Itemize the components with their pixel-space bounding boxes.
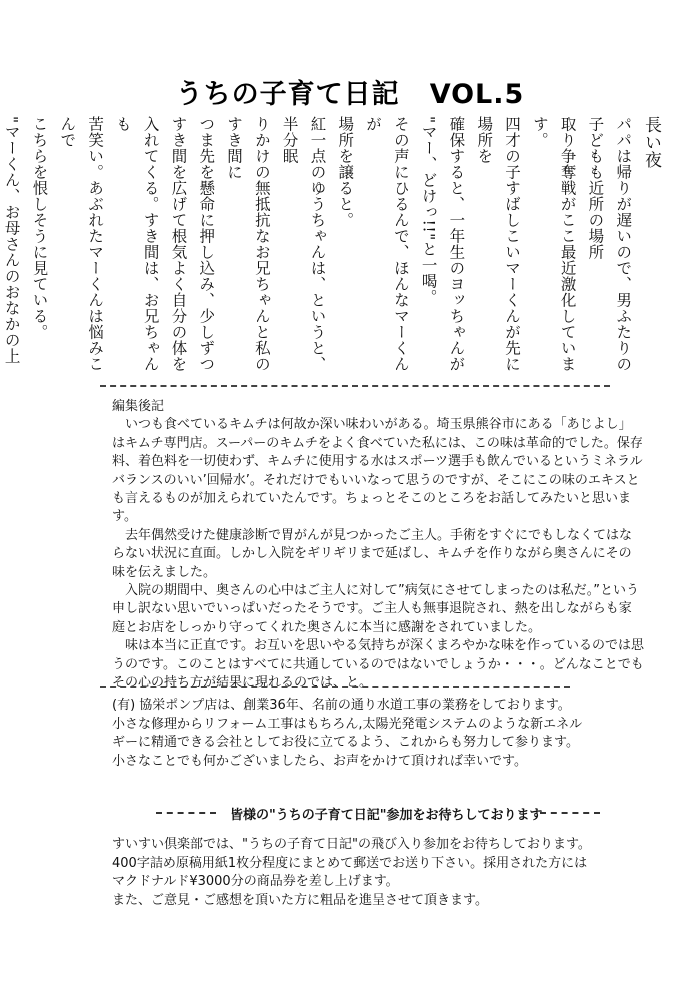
title-volume: VOL.5 — [429, 79, 525, 110]
diary-line: 紅一点のゆうちゃんは、というと、半分眠 — [280, 116, 327, 372]
invite-heading-text: 皆様の"うちの子育て日記"参加をお待ちしております — [230, 808, 543, 823]
heading-dash-right — [540, 812, 600, 814]
page-title — [0, 72, 700, 111]
diary-line: "マー、どけっ!!"と一喝。 — [419, 116, 438, 305]
diary-heading: 長い夜 — [641, 116, 661, 169]
editor-postscript — [112, 398, 644, 693]
company-line: ギーに精通できる会社としてお役に立てるよう、これからも努力して参ります。 — [112, 735, 579, 750]
diary-line: 四才の子すばしこいマーくんが先に場所を — [475, 116, 522, 372]
diary-line: パパは帰りが遅いので、男ふたりの子どもも近所の場所 — [586, 116, 633, 372]
editor-paragraph: 入院の期間中、奥さんの心中はご主人に対して”病気にさせてしまったのは私だ。”という申し訳ない思いでいっぱいだったそうです。ご主人も無事退院され、熱を出しながらも家庭とお店をしっかり守ってくれた奥さんに本当に感謝をされていました。 — [112, 583, 639, 635]
heading-dash-left — [156, 812, 216, 814]
invite-line: すいすい倶楽部では、"うちの子育て日記"の飛び入り参加をお待ちしております。 — [112, 837, 591, 852]
editor-heading: 編集後記 — [112, 399, 165, 414]
section-divider — [100, 385, 610, 387]
invite-body — [112, 836, 672, 910]
diary-line: 場所を譲ると。 — [336, 116, 355, 228]
company-info — [112, 697, 652, 771]
diary-line: すき間を広げて根気よく自分の体を — [169, 116, 188, 372]
invite-line: また、ご意見・ご感想を頂いた方に粗品を進呈させて頂きます。 — [112, 892, 488, 908]
handwritten-diary — [2, 116, 664, 376]
diary-line: 入れてくる。すき間は、お兄ちゃんも — [113, 116, 160, 372]
diary-line: その声にひるんで、ほんなマーくんが — [364, 116, 410, 372]
company-line: 小さな修理からリフォーム工事はもちろん,太陽光発電システムのような新エネル — [112, 716, 583, 732]
company-line: (有) 協栄ポンプ店は、創業36年、名前の通り水道工事の業務をしております。 — [112, 698, 571, 713]
editor-paragraph: いつも食べているキムチは何故か深い味わいがある。埼玉県熊谷市にある「あじよし」はキムチ専門店。スーパーのキムチをよく食べていた私には、この味は革命的でした。保存料、着色料を一切使わず、キムチに使用する水はスポーツ選手も飲んでいるというミネラルバランスのいい’回帰水’。それだけでもいいなって思うのですが、そこにこの味のエキスとも言えるものが加えられていたんです。ちょっとそこのところをお話してみたいと思います。 — [112, 417, 643, 525]
section-divider — [100, 686, 570, 688]
editor-paragraph: 去年偶然受けた健康診断で胃がんが見つかったご主人。手術をすぐにでもしなくてはならない状況に直面。しかし入院をギリギリまで延ばし、キムチを作りながら奥さんにその味を伝えました。 — [112, 527, 633, 580]
diary-line: 苦笑い。あぶれたマーくんは悩みこんで — [58, 116, 105, 372]
title-main: うちの子育て日記 — [175, 79, 400, 110]
editor-paragraph: 味は本当に正直です。お互いを思いやる気持ちが深くまろやかな味を作っているのでは思うのです。このことはすべてに共通しているのではないでしょうか・・・。どんなことでもその心の持ち方が結果に現れるのでは、と。 — [112, 638, 644, 691]
diary-line: "マーくん、お母さんのおなかの上 — [2, 116, 21, 364]
diary-line: 確保すると、一年生のヨッちゃんが — [447, 116, 466, 372]
diary-line: 取り争奪戦がここ最近激化しています。 — [530, 116, 577, 372]
invite-line: 400字詰め原稿用紙1枚分程度にまとめて郵送でお送り下さい。採用された方には — [112, 855, 588, 871]
diary-line: りかけの無抵抗なお兄ちゃんと私のすき間に — [225, 116, 271, 372]
diary-line: つま先を懸命に押し込み、少しずつ — [197, 116, 216, 372]
diary-line: こちらを恨しそうに見ている。 — [30, 116, 49, 340]
invite-line: マクドナルド¥3000分の商品券を差し上げます。 — [112, 874, 399, 889]
company-line: 小さなことでも何かございましたら、お声をかけて頂ければ幸いです。 — [112, 753, 527, 769]
